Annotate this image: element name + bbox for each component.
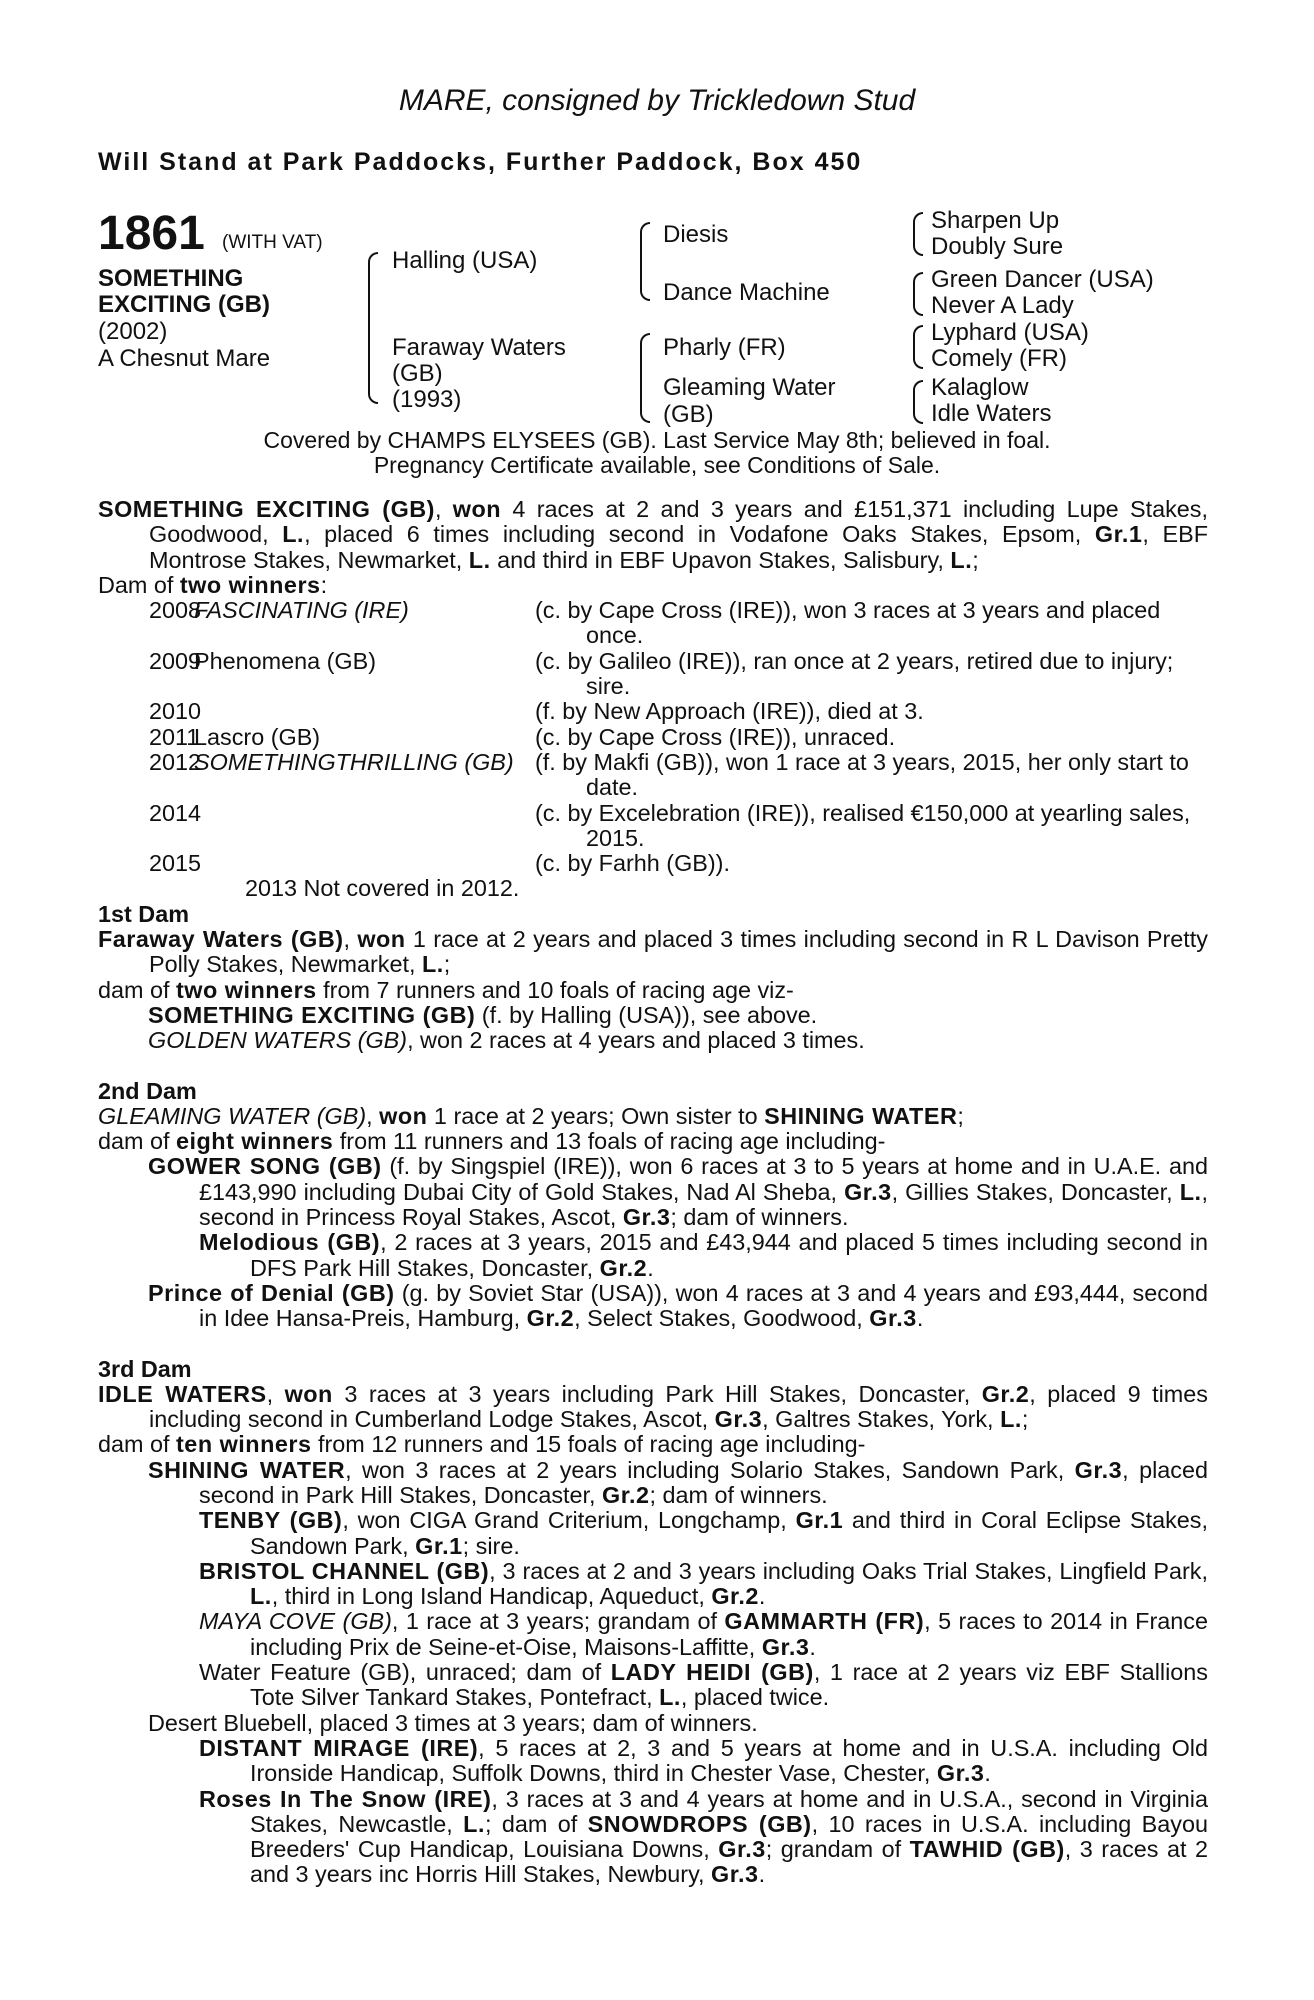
- pedigree-brace: [913, 272, 923, 316]
- text: , second in Princess Royal Stakes, Ascot,: [199, 1178, 1208, 1231]
- horse-name: IDLE WATERS: [98, 1380, 267, 1407]
- horse-name: GLEAMING WATER (GB): [98, 1102, 367, 1129]
- grade: L.: [950, 546, 973, 573]
- pedigree-brace: [913, 380, 923, 424]
- horse-name: SNOWDROPS (GB): [587, 1810, 812, 1837]
- pedigree-brace: [913, 212, 923, 256]
- text: , 10 races in U.S.A. including Bayou Breeders' Cup Handicap, Louisiana Downs,: [250, 1810, 1209, 1863]
- third-dam-heading: 3rd Dam: [98, 1355, 192, 1382]
- text: , 3 races at 2 and 3 years inc Horris Hill Stakes, Newbury,: [250, 1836, 1208, 1888]
- horse-name: DISTANT MIRAGE (IRE): [199, 1734, 479, 1761]
- horse-name: GAMMARTH (FR): [724, 1608, 925, 1635]
- progeny-row: [149, 750, 1208, 801]
- offspring-entry: Desert Bluebell, placed 3 times at 3 years; dam of winners.: [148, 1709, 758, 1736]
- text: , third in Long Island Handicap, Aqueduct,: [271, 1583, 712, 1610]
- text: from 12 runners and 15 foals of racing age including-: [311, 1431, 866, 1458]
- text: Water Feature (GB), unraced; dam of: [199, 1659, 611, 1686]
- grade: Gr.3: [622, 1204, 671, 1231]
- text: , won CIGA Grand Criterium, Longchamp,: [342, 1507, 796, 1534]
- grade: Gr.3: [711, 1861, 759, 1888]
- text: .: [916, 1305, 924, 1332]
- vat-note: (WITH VAT): [222, 232, 323, 253]
- grade: Gr.3: [761, 1633, 810, 1660]
- progeny-name: FASCINATING (IRE): [194, 597, 409, 624]
- horse-name: SHINING WATER: [148, 1456, 346, 1483]
- offspring-entry: [98, 1230, 1208, 1281]
- progeny-row: [149, 801, 1208, 852]
- horse-name: Roses In The Snow (IRE): [199, 1785, 492, 1812]
- offspring-entry: [98, 1660, 1208, 1711]
- text: , EBF Montrose Stakes, Newmarket,: [149, 521, 1208, 573]
- text: , 3 races at 2 and 3 years including Oaks Trial Stakes, Lingfield Park,: [489, 1557, 1208, 1584]
- grade: L.: [468, 546, 491, 573]
- text: 1 race at 2 years; Own sister to: [427, 1102, 765, 1129]
- text: (f. by Singspiel (IRE)), won 6 races at 3 to 5 years at home and in U.A.E. and £143,990 including Dubai City of Gold Stakes, Nad Al Sheba,: [199, 1153, 1208, 1205]
- progeny-name: Lascro (GB): [194, 723, 321, 750]
- progeny-description: (f. by New Approach (IRE)), died at 3.: [535, 698, 924, 725]
- winners: two winners: [176, 976, 317, 1003]
- grade: Gr.3: [869, 1305, 917, 1332]
- progeny-row: [149, 725, 1208, 750]
- grade: Gr.2: [711, 1583, 759, 1610]
- foaling-year: (2002): [98, 318, 168, 345]
- horse-name-line2: EXCITING (GB): [98, 291, 270, 318]
- grade: L.: [282, 521, 305, 548]
- progeny-year: 2011: [149, 723, 200, 750]
- pedigree-ggp: Never A Lady: [931, 292, 1074, 319]
- pedigree-dam-dam-country: (GB): [663, 401, 714, 428]
- text: , 1 race at 3 years; grandam of: [391, 1608, 725, 1635]
- progeny-year: 2010: [149, 698, 202, 725]
- text: , Gillies Stakes, Doncaster,: [891, 1178, 1180, 1205]
- text: Dam of: [98, 571, 180, 598]
- pedigree-sire-sire: Diesis: [663, 221, 729, 248]
- pedigree-ggp: Kalaglow: [931, 374, 1029, 401]
- grade: L.: [463, 1810, 485, 1837]
- text: ; sire.: [462, 1532, 520, 1559]
- horse-name: SOMETHING EXCITING (GB): [148, 1001, 476, 1028]
- first-dam-produce: [98, 978, 1208, 1003]
- progeny-year: 2008: [149, 597, 202, 624]
- text: :: [320, 571, 328, 598]
- pedigree-ggp: Doubly Sure: [931, 233, 1064, 260]
- grade: Gr.3: [1074, 1456, 1123, 1483]
- offspring-entry: [98, 1609, 1208, 1660]
- progeny-description: (c. by Cape Cross (IRE)), won 3 races at 3 years and placed once.: [535, 597, 1161, 649]
- offspring-entry: [98, 1003, 1208, 1028]
- grade: Gr.3: [844, 1178, 892, 1205]
- text: and third in EBF Upavon Stakes, Salisbury,: [490, 546, 951, 573]
- text: ;: [443, 951, 451, 978]
- stand-location: Will Stand at Park Paddocks, Further Paddock, Box 450: [98, 148, 863, 176]
- main-entry: SOMETHING EXCITING (GB), won 4 races at 2 and 3 years and £151,371 including Lupe Stakes, Goodwood, L., placed 6 times including second in Vodafone Oaks Stakes, Epsom, Gr.1, EBF Montrose Stakes, Newmarket, L. and third in EBF Upavon Stakes, Salisbury, L.;: [98, 496, 1208, 573]
- winners: eight winners: [176, 1128, 334, 1155]
- text: ;: [1021, 1406, 1029, 1433]
- text: (g. by Soviet Star (USA)), won 4 races at 3 and 4 years and £93,444, second in Idee Hansa-Preis, Hamburg,: [199, 1279, 1208, 1332]
- horse-name: GOWER SONG (GB): [148, 1153, 382, 1180]
- pedigree-brace: [913, 325, 923, 369]
- text: ;: [957, 1102, 964, 1129]
- pedigree-ggp: Comely (FR): [931, 345, 1067, 372]
- text: , won 3 races at 2 years including Solario Stakes, Sandown Park,: [345, 1456, 1075, 1483]
- grade: Gr.2: [602, 1481, 650, 1508]
- covered-line: Covered by CHAMPS ELYSEES (GB). Last Service May 8th; believed in foal.: [263, 427, 1051, 453]
- offspring-entry: [98, 1787, 1208, 1888]
- horse-name: TENBY (GB): [199, 1507, 343, 1534]
- text: and third in Coral Eclipse Stakes, Sandown Park,: [250, 1507, 1208, 1559]
- progeny-description: (c. by Farhh (GB)).: [535, 850, 730, 877]
- winners: ten winners: [176, 1431, 312, 1458]
- progeny-year: 2012: [149, 748, 202, 775]
- second-dam-entry: GLEAMING WATER (GB), won 1 race at 2 years; Own sister to SHINING WATER;: [98, 1102, 964, 1129]
- grade: Gr.3: [714, 1406, 763, 1433]
- horse-name: GOLDEN WATERS (GB): [148, 1027, 408, 1054]
- progeny-description: (c. by Galileo (IRE)), ran once at 2 years, retired due to injury; sire.: [535, 647, 1174, 700]
- second-dam-heading: 2nd Dam: [98, 1077, 197, 1104]
- text: .: [758, 1861, 766, 1888]
- progeny-year: 2015: [149, 850, 202, 877]
- text: ; dam of winners.: [649, 1481, 828, 1508]
- grade: L.: [1179, 1178, 1202, 1205]
- grade: Gr.1: [1094, 521, 1143, 548]
- progeny-row: [149, 699, 1208, 724]
- pedigree-dam-sire: Pharly (FR): [663, 334, 786, 361]
- offspring-entry: [98, 1028, 1208, 1053]
- pedigree-sire-dam: Dance Machine: [663, 279, 830, 306]
- horse-name: Melodious (GB): [199, 1229, 381, 1256]
- progeny-name: Phenomena (GB): [194, 647, 377, 674]
- text: from 7 runners and 10 foals of racing age viz-: [316, 976, 794, 1003]
- text: ; grandam of: [765, 1836, 910, 1863]
- page-title: MARE, consigned by Trickledown Stud: [398, 84, 916, 117]
- text: ; dam of winners.: [670, 1204, 849, 1231]
- text: , won 2 races at 4 years and placed 3 times.: [407, 1027, 865, 1054]
- pedigree-ggp: Idle Waters: [931, 400, 1052, 427]
- progeny-description: (f. by Makfi (GB)), won 1 race at 3 years, 2015, her only start to date.: [535, 748, 1189, 801]
- won-label: won: [379, 1102, 428, 1129]
- progeny-year: 2014: [149, 799, 202, 826]
- pedigree-ggp: Sharpen Up: [931, 207, 1060, 234]
- text: dam of: [98, 1128, 177, 1155]
- dam-of-line: [98, 573, 1208, 598]
- grade: L.: [250, 1583, 272, 1610]
- first-dam-heading: 1st Dam: [98, 900, 190, 927]
- grade: Gr.1: [415, 1532, 463, 1559]
- pedigree-dam-year: (1993): [392, 386, 462, 413]
- text: 1 race at 2 years and placed 3 times including second in R L Davison Pretty Polly Stakes, Newmarket,: [149, 926, 1208, 978]
- progeny-name: SOMETHINGTHRILLING (GB): [194, 748, 514, 775]
- text: ; dam of: [484, 1810, 588, 1837]
- grade: Gr.2: [526, 1305, 575, 1332]
- grade: Gr.2: [599, 1254, 648, 1281]
- text: , placed 9 times including second in Cumberland Lodge Stakes, Ascot,: [149, 1380, 1208, 1433]
- text: from 11 runners and 13 foals of racing age including-: [333, 1128, 886, 1155]
- third-dam-produce: [98, 1432, 1208, 1457]
- winners: two winners: [179, 571, 321, 598]
- offspring-entry: [98, 1508, 1208, 1559]
- pedigree-dam-country: (GB): [392, 360, 443, 387]
- grade: L.: [421, 951, 444, 978]
- horse-description: A Chesnut Mare: [98, 345, 271, 372]
- won-label: won: [452, 496, 502, 522]
- text: , placed 6 times including second in Vodafone Oaks Stakes, Epsom,: [304, 521, 1095, 548]
- progeny-row: [149, 851, 1208, 876]
- progeny-description: (c. by Cape Cross (IRE)), unraced.: [535, 723, 896, 750]
- pedigree-dam: Faraway Waters: [392, 334, 566, 361]
- pedigree-dam-dam: Gleaming Water: [663, 374, 836, 401]
- horse-name: Prince of Denial (GB): [148, 1279, 395, 1306]
- won-label: won: [357, 926, 406, 953]
- progeny-row: [149, 649, 1208, 700]
- horse-name: TAWHID (GB): [909, 1836, 1065, 1863]
- text: ;: [972, 546, 979, 573]
- text: dam of: [98, 1431, 177, 1458]
- pedigree-sire: Halling (USA): [392, 247, 538, 274]
- third-dam-entry: IDLE WATERS, won 3 races at 3 years including Park Hill Stakes, Doncaster, Gr.2, placed 9 times including second in Cumberland Lodge Stakes, Ascot, Gr.3, Galtres Stakes, York, L.;: [98, 1380, 1208, 1433]
- progeny-row: [149, 598, 1208, 649]
- text: , 1 race at 2 years viz EBF Stallions Tote Silver Tankard Stakes, Pontefract,: [250, 1659, 1208, 1711]
- grade: Gr.2: [981, 1380, 1030, 1407]
- offspring-entry: [98, 1154, 1208, 1230]
- horse-name: BRISTOL CHANNEL (GB): [199, 1557, 490, 1584]
- pedigree-brace: [368, 252, 378, 404]
- text: .: [809, 1633, 816, 1660]
- lot-number: 1861: [98, 207, 205, 260]
- text: , 2 races at 3 years, 2015 and £43,944 and placed 5 times including second in DFS Park Hill Stakes, Doncaster,: [250, 1229, 1208, 1281]
- grade: L.: [1000, 1406, 1022, 1433]
- offspring-entry: [98, 1559, 1208, 1610]
- not-covered-note: 2013 Not covered in 2012.: [245, 875, 520, 902]
- text: .: [984, 1760, 991, 1787]
- pedigree-brace: [640, 333, 650, 423]
- pedigree-ggp: Lyphard (USA): [931, 319, 1089, 346]
- text: , Select Stakes, Goodwood,: [574, 1305, 870, 1332]
- pedigree-brace: [640, 222, 650, 301]
- progeny-description: (c. by Excelebration (IRE)), realised €150,000 at yearling sales, 2015.: [535, 799, 1191, 851]
- horse-name: SHINING WATER: [764, 1102, 958, 1129]
- text: 4 races at 2 and 3 years and £151,371 including Lupe Stakes, Goodwood,: [149, 496, 1208, 548]
- text: , placed twice.: [680, 1684, 830, 1711]
- text: , 5 races at 2, 3 and 5 years at home and in U.S.A. including Old Ironside Handicap, Suffolk Downs, third in Chester Vase, Chester,: [250, 1734, 1209, 1787]
- horse-name: LADY HEIDI (GB): [610, 1659, 814, 1686]
- progeny-table: [149, 598, 1208, 876]
- text: , 5 races to 2014 in France including Prix de Seine-et-Oise, Maisons-Laffitte,: [250, 1608, 1208, 1660]
- offspring-entry: [98, 1458, 1208, 1509]
- text: dam of: [98, 976, 177, 1003]
- horse-name: SOMETHING EXCITING (GB): [98, 496, 435, 522]
- first-dam-entry: Faraway Waters (GB), won 1 race at 2 years and placed 3 times including second in R L Davison Pretty Polly Stakes, Newmarket, L.;: [98, 926, 1208, 978]
- text: (f. by Halling (USA)), see above.: [475, 1001, 818, 1028]
- pedigree-ggp: Green Dancer (USA): [931, 266, 1154, 293]
- text: 3 races at 3 years including Park Hill Stakes, Doncaster,: [332, 1380, 982, 1407]
- won-label: won: [284, 1380, 333, 1407]
- progeny-year: 2009: [149, 647, 202, 674]
- text: , placed second in Park Hill Stakes, Doncaster,: [199, 1456, 1208, 1508]
- catalogue-body: [98, 497, 1208, 1888]
- text: .: [758, 1583, 766, 1610]
- horse-name: Faraway Waters (GB): [98, 926, 344, 953]
- grade: Gr.1: [795, 1507, 844, 1534]
- pregnancy-line: Pregnancy Certificate available, see Conditions of Sale.: [373, 452, 941, 478]
- grade: L.: [659, 1684, 681, 1711]
- second-dam-produce: [98, 1129, 1208, 1154]
- text: .: [647, 1254, 654, 1281]
- grade: Gr.3: [936, 1760, 985, 1787]
- horse-name-line1: SOMETHING: [98, 265, 244, 292]
- grade: Gr.3: [718, 1836, 766, 1863]
- horse-name: MAYA COVE (GB): [199, 1608, 392, 1635]
- text: , 3 races at 3 and 4 years at home and in U.S.A., second in Virginia Stakes, Newcastle,: [250, 1785, 1208, 1837]
- offspring-entry: [98, 1736, 1208, 1787]
- offspring-entry: [98, 1281, 1208, 1332]
- text: , Galtres Stakes, York,: [762, 1406, 1001, 1433]
